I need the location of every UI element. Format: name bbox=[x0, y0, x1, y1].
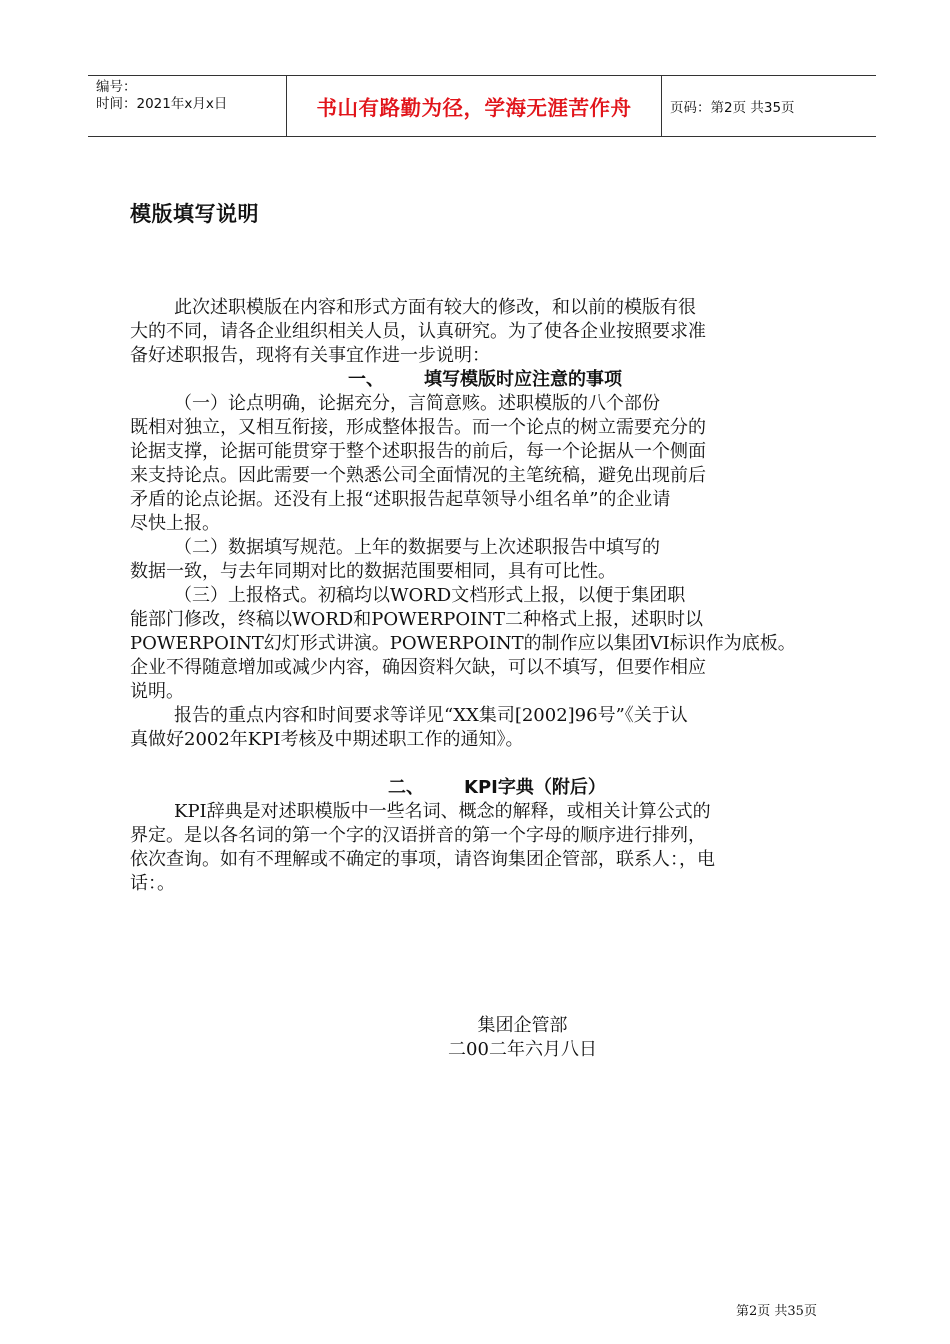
kpi-line: 话：。 bbox=[130, 873, 175, 894]
item3-line: 能部门修改，终稿以WORD和POWERPOINT二种格式上报，述职时以 bbox=[130, 609, 704, 630]
item2-line: （二）数据填写规范。上年的数据要与上次述职报告中填写的 bbox=[174, 537, 660, 558]
item1-line: 来支持论点。因此需要一个熟悉公司全面情况的主笔统稿，避免出现前后 bbox=[130, 465, 706, 486]
item1-line: （一）论点明确，论据充分，言简意赅。述职模版的八个部份 bbox=[174, 393, 660, 414]
reference-line: 真做好2002年KPI考核及中期述职工作的通知》。 bbox=[130, 729, 524, 750]
document-body bbox=[130, 296, 835, 1062]
section-title: 填写模版时应注意的事项 bbox=[424, 369, 622, 390]
header-table bbox=[88, 75, 876, 137]
kpi-line: 依次查询。如有不理解或不确定的事项，请咨询集团企管部，联系人：，电 bbox=[130, 849, 715, 870]
page-footer: 第2页 共35页 bbox=[736, 1304, 817, 1319]
item3-line: POWERPOINT幻灯形式讲演。POWERPOINT的制作应以集团VI标识作为底板。 bbox=[130, 633, 796, 654]
header-meta bbox=[88, 76, 286, 136]
item1-line: 矛盾的论点论据。还没有上报“述职报告起草领导小组名单”的企业请 bbox=[130, 489, 671, 510]
page-title: 模版填写说明 bbox=[130, 202, 259, 226]
section-number: 一、 bbox=[348, 369, 384, 390]
item3-line: 企业不得随意增加或减少内容，确因资料欠缺，可以不填写，但要作相应 bbox=[130, 657, 706, 678]
header-motto: 书山有路勤为径，学海无涯苦作舟 bbox=[316, 96, 632, 120]
reference-line: 报告的重点内容和时间要求等详见“XX集司[2002]96号”《关于认 bbox=[174, 705, 688, 726]
item3-line: 说明。 bbox=[130, 681, 184, 702]
item1-line: 论据支撑，论据可能贯穿于整个述职报告的前后，每一个论据从一个侧面 bbox=[130, 441, 706, 462]
section-heading-2 bbox=[130, 776, 835, 800]
item1-line: 尽快上报。 bbox=[130, 513, 220, 534]
number-label: 编号： bbox=[96, 79, 137, 95]
intro-line: 此次述职模版在内容和形式方面有较大的修改，和以前的模版有很 bbox=[174, 297, 696, 318]
section-title: KPI字典（附后） bbox=[464, 777, 606, 798]
item3-line: （三）上报格式。初稿均以WORD文档形式上报，以便于集团职 bbox=[174, 585, 686, 606]
time-label: 时间：2021年x月x日 bbox=[96, 96, 228, 112]
kpi-line: 界定。是以各名词的第一个字的汉语拼音的第一个字母的顺序进行排列， bbox=[130, 825, 706, 846]
section-number: 二、 bbox=[388, 777, 424, 798]
section-heading-1 bbox=[130, 368, 835, 392]
intro-line: 备好述职报告，现将有关事宜作进一步说明： bbox=[130, 345, 490, 366]
signature-dept: 集团企管部 bbox=[477, 1015, 568, 1036]
kpi-line: KPI辞典是对述职模版中一些名词、概念的解释，或相关计算公式的 bbox=[174, 801, 711, 822]
item2-line: 数据一致，与去年同期对比的数据范围要相同，具有可比性。 bbox=[130, 561, 616, 582]
intro-line: 大的不同，请各企业组织相关人员，认真研究。为了使各企业按照要求准 bbox=[130, 321, 706, 342]
header-page-info: 页码：第2页 共35页 bbox=[670, 100, 795, 116]
signature-date: 二00二年六月八日 bbox=[448, 1039, 597, 1060]
header-motto-cell bbox=[286, 76, 662, 136]
item1-line: 既相对独立，又相互衔接，形成整体报告。而一个论点的树立需要充分的 bbox=[130, 417, 706, 438]
